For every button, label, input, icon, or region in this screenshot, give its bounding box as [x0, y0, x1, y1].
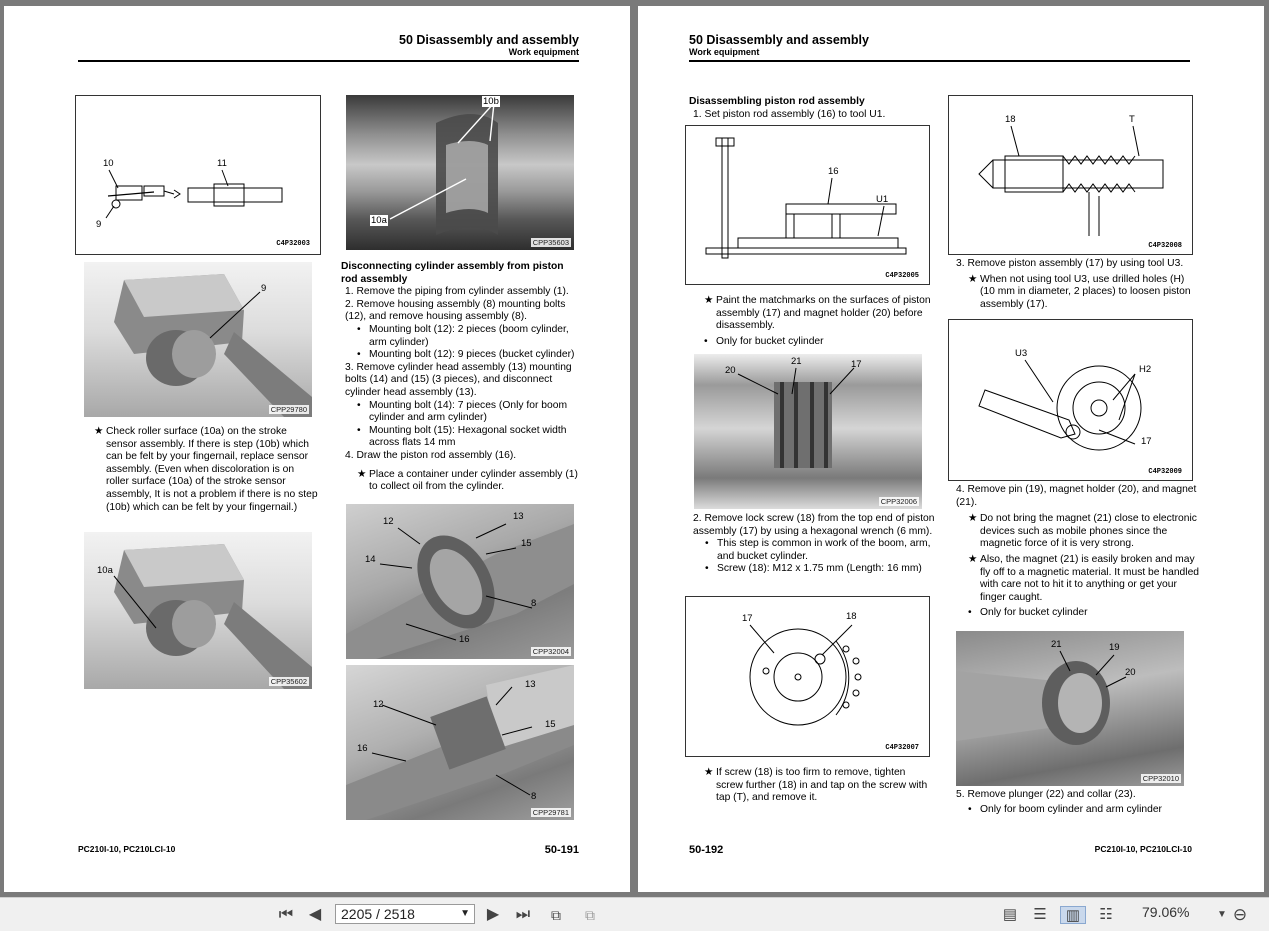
callout-label: T: [1129, 114, 1135, 125]
photo-code: CPP32010: [1142, 774, 1179, 783]
bullet: Mounting bolt (12): 2 pieces (boom cylinder, arm cylinder): [369, 323, 569, 348]
procedure-piston-rod: [689, 96, 939, 121]
page-number-value: 2205 / 2518: [341, 906, 415, 922]
photo-code: CPP32006: [880, 497, 917, 506]
note: Place a container under cylinder assembly (1) to collect oil from the cylinder.: [369, 468, 578, 493]
figure-sensor-drawing: [75, 95, 321, 255]
bullet: Mounting bolt (14): 7 pieces (Only for boom cylinder and arm cylinder): [369, 399, 568, 424]
callout-label: 21: [1051, 639, 1062, 650]
callout-label: 10a: [371, 215, 387, 226]
footer-model: PC210I-10, PC210LCI-10: [1094, 844, 1192, 854]
callout-label: 8: [531, 791, 537, 802]
next-page-icon[interactable]: ▶: [486, 906, 500, 923]
callout-label: 15: [521, 538, 532, 549]
zoom-dropdown-icon[interactable]: ▼: [1217, 909, 1227, 920]
bullet: Only for bucket cylinder: [716, 335, 824, 347]
photo-code: CPP35602: [270, 677, 307, 686]
callout-label: 16: [828, 166, 839, 177]
callout-label: 17: [851, 359, 862, 370]
callout-label: 8: [531, 598, 537, 609]
page-number: 50-191: [544, 844, 579, 856]
photo-code: CPP29780: [270, 405, 307, 414]
callout-label: 18: [846, 611, 857, 622]
header-subtitle: Work equipment: [508, 47, 579, 57]
bullet: Only for boom cylinder and arm cylinder: [980, 803, 1162, 815]
callout-label: 14: [365, 554, 376, 565]
callout-label: 15: [545, 719, 556, 730]
procedure-disconnect: Disconnecting cylinder assembly from piston rod assembly 1. Remove the piping from cylinder assembly (1). 2. Remove housing assembly (8) mounting bolts (12), and remove housing assembly (8). • Mounting bolt (12): 2 pieces (boom cylinder, arm cylinder) • Mounting bolt (12): 9 pieces (bucket cylinder) 3. Remove cylinder head assembly (13) mounting bolts (14) and (15) (3 pieces), and disconnect cylinder head assembly (13). • Mounting bolt (14): 7 pieces (Only for boom cylinder and arm cylinder) • Mounting bolt (15): Hexagonal socket width across flats 14 mm 4. Draw the piston rod assembly (16). ★ Place a container under cylinder assembly (1) to collect oil from the cylinder.: [341, 261, 581, 494]
figure-tap-tool: [948, 95, 1193, 255]
step: 1. Remove the piping from cylinder assembly (1).: [345, 286, 569, 298]
callout-label: 20: [725, 365, 736, 376]
bullet: Screw (18): M12 x 1.75 mm (Length: 16 mm): [717, 563, 922, 575]
bullet: This step is common in work of the boom, arm, and bucket cylinder.: [717, 538, 931, 562]
single-page-icon[interactable]: ▤: [1002, 906, 1018, 923]
section-title: Disconnecting cylinder assembly from piston rod assembly: [341, 261, 564, 285]
callout-label: 11: [217, 158, 227, 169]
photo-sensor-roller: [84, 532, 312, 689]
viewer-toolbar: [0, 897, 1269, 931]
zoom-out-icon[interactable]: ⊖: [1232, 905, 1248, 924]
note: Also, the magnet (21) is easily broken and may fly off to a magnetic material. It must be handled with care not to hit it to anything or get your finger caught.: [980, 553, 1200, 603]
step: 3. Remove cylinder head assembly (13) mounting bolts (14) and (15) (3 pieces), and disconnect cylinder head assembly (13).: [345, 361, 572, 398]
callout-label: 19: [1109, 642, 1120, 653]
step: 4. Remove pin (19), magnet holder (20), and magnet (21).: [956, 484, 1197, 508]
procedure-magnet: 4. Remove pin (19), magnet holder (20), and magnet (21). ★ Do not bring the magnet (21) close to electronic devices such as mobile phones since the magnetic force of it is very strong. ★ Also, the magnet (21) is easily broken and may fly off to a magnetic material. It must be handled with care not to hit it to anything or get your finger caught. • Only for bucket cylinder: [952, 484, 1202, 620]
figure-tool-u3: [948, 319, 1193, 481]
figure-code: C4P32009: [1148, 468, 1182, 476]
section-title: Disassembling piston rod assembly: [689, 96, 865, 107]
figure-code: C4P32003: [276, 240, 310, 248]
callout-label: H2: [1139, 364, 1152, 375]
callout-label: 13: [513, 511, 524, 522]
step: 2. Remove lock screw (18) from the top end of piston assembly (17) by using a hexagonal wrench (6 mm).: [693, 513, 935, 537]
figure-code: C4P32008: [1148, 242, 1182, 250]
step: 5. Remove plunger (22) and collar (23).: [956, 789, 1136, 800]
note-roller-check: ★ Check roller surface (10a) on the stroke sensor assembly. If there is step (10b) which can be felt by your fingernail, replace sensor assembly. (Even when discoloration is on roller surface (10a) of the stroke sensor assembly, It is not a problem if there is no step (10b) which can be felt by your fingernail.): [94, 426, 318, 513]
photo-code: CPP29781: [532, 808, 569, 817]
callout-label: 21: [791, 356, 802, 367]
callout-label: 12: [383, 516, 394, 527]
page-dropdown-icon[interactable]: ▼: [460, 908, 470, 919]
callout-label: 18: [1005, 114, 1016, 125]
header-rule: [78, 60, 579, 62]
last-page-icon[interactable]: ⏭: [515, 906, 531, 923]
zoom-level[interactable]: 79.06%: [1142, 904, 1190, 920]
go-forward-icon[interactable]: ⧉: [585, 907, 595, 923]
photo-sensor-assembly: [84, 262, 312, 417]
photo-cylinder-head-bolts: [346, 504, 574, 659]
bullet: Only for bucket cylinder: [980, 607, 1088, 619]
procedure-plunger: 5. Remove plunger (22) and collar (23). • Only for boom cylinder and arm cylinder: [952, 789, 1202, 816]
note-matchmarks: ★ Paint the matchmarks on the surfaces of piston assembly (17) and magnet holder (20) before disassembly. • Only for bucket cylinder: [704, 295, 931, 347]
note-firm-screw: ★ If screw (18) is too firm to remove, tighten screw further (18) in and tap on the screw with tap (T), and remove it.: [704, 767, 928, 804]
first-page-icon[interactable]: ⏮: [278, 906, 294, 923]
callout-label: 10a: [97, 565, 113, 576]
header-rule: [689, 60, 1190, 62]
header-title: 50 Disassembly and assembly: [399, 33, 579, 47]
figure-tool-u1: [685, 125, 930, 285]
header-subtitle: Work equipment: [689, 47, 760, 57]
callout-label: 17: [742, 613, 753, 624]
note: When not using tool U3, use drilled holes (H) (10 mm in diameter, 2 places) to loosen piston assembly (17).: [980, 273, 1191, 310]
callout-label: 9: [96, 219, 102, 230]
procedure-lock-screw: 2. Remove lock screw (18) from the top end of piston assembly (17) by using a hexagonal wrench (6 mm). • This step is common in work of the boom, arm, and bucket cylinder. • Screw (18): M12 x 1.75 mm (Length: 16 mm): [689, 513, 939, 576]
step: 1. Set piston rod assembly (16) to tool U1.: [693, 108, 886, 120]
figure-code: C4P32005: [885, 272, 919, 280]
bullet: Mounting bolt (12): 9 pieces (bucket cylinder): [369, 349, 575, 361]
photo-piston-rod-draw: [346, 665, 574, 820]
two-page-continuous-icon[interactable]: ☷: [1099, 906, 1113, 923]
page-right: [638, 6, 1264, 892]
step: 4. Draw the piston rod assembly (16).: [345, 449, 517, 461]
callout-label: U3: [1015, 348, 1028, 359]
page-left: [4, 6, 630, 892]
callout-label: 17: [1141, 436, 1152, 447]
photo-code: CPP35603: [532, 238, 569, 247]
callout-label: 10: [103, 158, 114, 169]
header-title: 50 Disassembly and assembly: [689, 33, 869, 47]
photo-piston-assembly: [694, 354, 922, 509]
go-back-icon[interactable]: ⧉: [551, 907, 561, 923]
callout-label: 13: [525, 679, 536, 690]
callout-label: 12: [373, 699, 384, 710]
callout-label: 16: [459, 634, 470, 645]
figure-lock-screw: [685, 596, 930, 757]
callout-label: 16: [357, 743, 368, 754]
photo-roller-surface: [346, 95, 574, 250]
photo-magnet-holder: [956, 631, 1184, 786]
procedure-piston-removal: 3. Remove piston assembly (17) by using tool U3. ★ When not using tool U3, use drilled holes (H) (10 mm in diameter, 2 places) to loosen piston assembly (17).: [952, 258, 1202, 311]
footer-model: PC210I-10, PC210LCI-10: [78, 844, 176, 854]
page-number-field[interactable]: [335, 904, 475, 924]
callout-label: 9: [261, 283, 267, 294]
figure-code: C4P32007: [885, 744, 919, 752]
callout-label: U1: [876, 194, 889, 205]
page-number: 50-192: [689, 844, 724, 856]
step: 2. Remove housing assembly (8) mounting bolts (12), and remove housing assembly (8).: [345, 298, 566, 323]
bullet: Mounting bolt (15): Hexagonal socket width across flats 14 mm: [369, 424, 567, 449]
continuous-page-icon[interactable]: ☰: [1033, 906, 1047, 923]
step: 3. Remove piston assembly (17) by using tool U3.: [956, 258, 1184, 269]
photo-code: CPP32004: [532, 647, 569, 656]
callout-label: 10b: [483, 96, 499, 107]
note: Do not bring the magnet (21) close to electronic devices such as mobile phones since the magnetic force of it is very strong.: [980, 513, 1197, 550]
two-page-icon[interactable]: ▥: [1060, 906, 1086, 924]
callout-label: 20: [1125, 667, 1136, 678]
previous-page-icon[interactable]: ◀: [308, 906, 322, 923]
